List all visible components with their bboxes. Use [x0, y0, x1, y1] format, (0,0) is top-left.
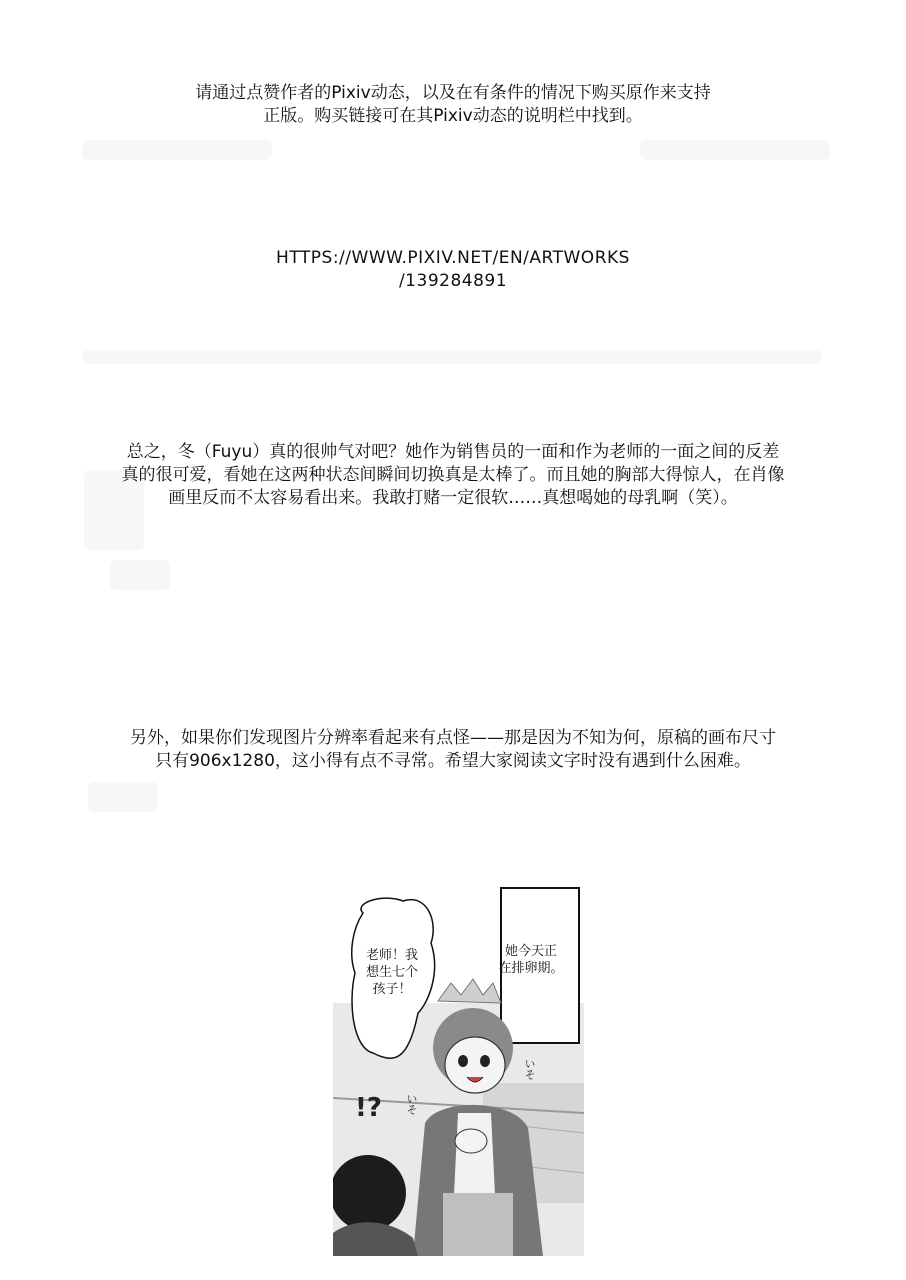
character-face — [445, 1037, 505, 1093]
speech-box-right-text: 她今天正 在排卵期。 — [498, 944, 564, 976]
speech-bubble-left-text: 老师！我 想生七个 孩子！ — [365, 948, 418, 997]
character-hands — [455, 1129, 487, 1153]
foreground-boy-hair — [333, 1155, 406, 1231]
scan-smudge — [82, 350, 822, 364]
emblem-decoration — [438, 979, 501, 1003]
character-skirt — [443, 1193, 513, 1256]
shock-symbol: !? — [355, 1093, 382, 1123]
artwork-link-text[interactable]: HTTPS://WWW.PIXIV.NET/EN/ARTWORKS /139284891 — [276, 248, 630, 291]
scan-smudge — [82, 140, 272, 160]
support-notice-text: 请通过点赞作者的Pixiv动态，以及在有条件的情况下购买原作来支持 正版。购买链接可在其Pixiv动态的说明栏中找到。 — [195, 83, 711, 126]
comic-panel — [333, 883, 584, 1256]
scan-smudge — [640, 140, 830, 160]
sound-effect-right: いそ — [523, 1058, 536, 1080]
comic-panel-art — [333, 883, 584, 1256]
translator-comment-text: 总之，冬（Fuyu）真的很帅气对吧？她作为销售员的一面和作为老师的一面之间的反差真的很可爱，看她在这两种状态间瞬间切换真是太棒了。而且她的胸部大得惊人，在肖像画里反而不太容易看出来。我敢打赌一定很软……真想喝她的母乳啊（笑）。 — [121, 442, 785, 508]
resolution-note-text: 另外，如果你们发现图片分辨率看起来有点怪——那是因为不知为何，原稿的画布尺寸 只有906x1280，这小得有点不寻常。希望大家阅读文字时没有遇到什么困难。 — [130, 728, 776, 771]
scan-smudge — [88, 782, 158, 812]
scan-smudge — [110, 560, 170, 590]
sound-effect-left: いそ — [405, 1093, 418, 1115]
